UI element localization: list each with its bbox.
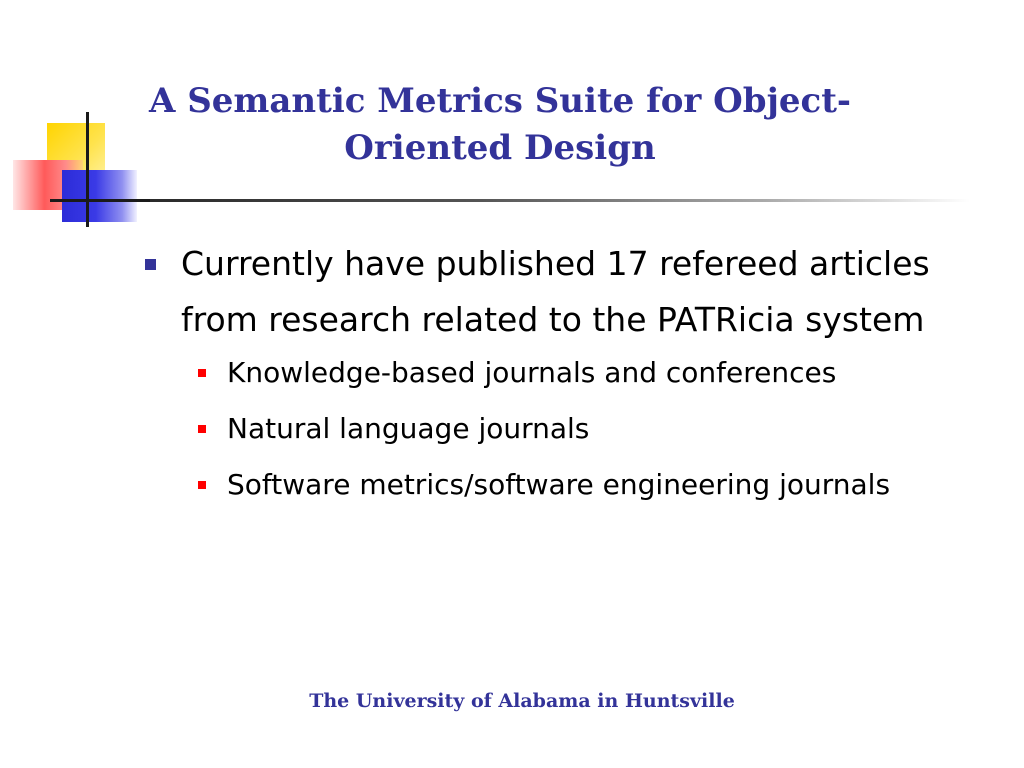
bullet-text: Currently have published 17 refereed articles from research related to the PATRicia system bbox=[181, 244, 930, 339]
slide-body bbox=[145, 236, 1015, 520]
sub-bullet-text: Software metrics/software engineering journals bbox=[227, 468, 891, 501]
sub-bullet-text: Knowledge-based journals and conferences bbox=[227, 356, 837, 389]
blue-square-shape bbox=[62, 170, 137, 222]
sub-bullet-item bbox=[145, 408, 1015, 450]
sub-bullet-item bbox=[145, 464, 1015, 506]
square-bullet-icon bbox=[145, 259, 156, 270]
sub-bullet-item bbox=[145, 352, 1015, 394]
slide-footer: The University of Alabama in Huntsville bbox=[309, 690, 735, 712]
bullet-item bbox=[145, 236, 1015, 348]
sub-bullet-list bbox=[145, 352, 1015, 506]
slide-title: A Semantic Metrics Suite for Object-Oriented Design bbox=[148, 81, 852, 168]
sub-bullet-text: Natural language journals bbox=[227, 412, 590, 445]
square-bullet-icon bbox=[198, 481, 206, 489]
vertical-line bbox=[86, 112, 89, 227]
title-underline-rule bbox=[150, 199, 970, 202]
horizontal-line bbox=[50, 199, 160, 202]
square-bullet-icon bbox=[198, 425, 206, 433]
square-bullet-icon bbox=[198, 369, 206, 377]
